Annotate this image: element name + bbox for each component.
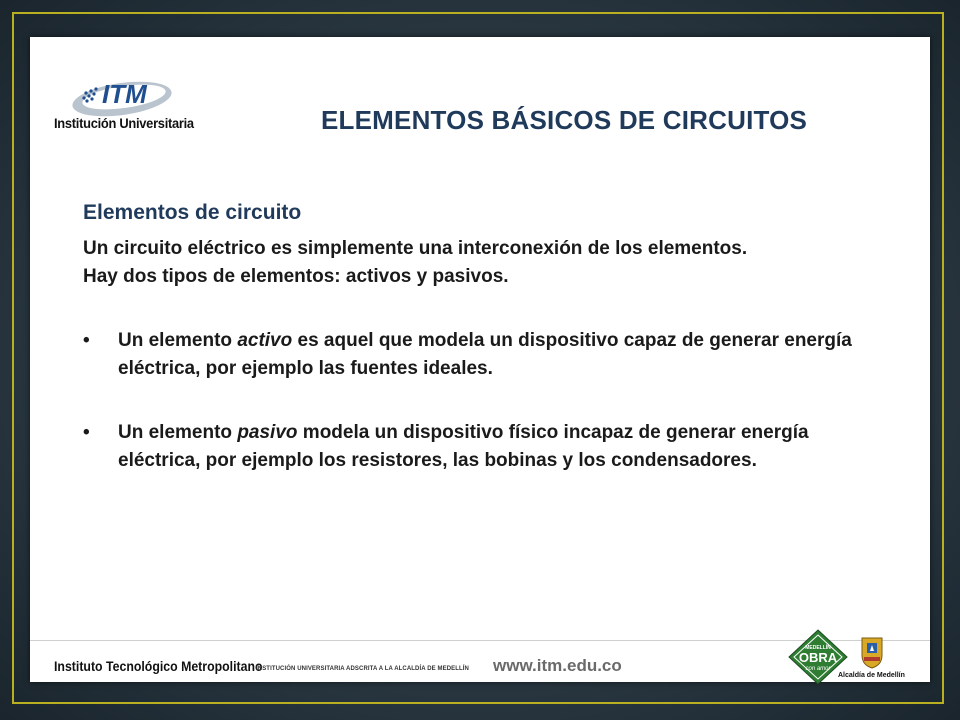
svg-text:OBRA: OBRA [798, 650, 838, 665]
svg-text:MEDELLÍN: MEDELLÍN [805, 645, 831, 651]
intro-paragraph [83, 235, 913, 291]
bullet-marker: • [83, 330, 90, 351]
footer-website: www.itm.edu.co [493, 656, 622, 675]
slide-title: ELEMENTOS BÁSICOS DE CIRCUITOS [321, 105, 808, 135]
emphasis-activo: activo [237, 330, 293, 351]
footer-adscrita: INSTITUCIÓN UNIVERSITARIA ADSCRITA A LA ALCALDÍA DE MEDELLÍN [256, 666, 469, 672]
bullet-text: Un elemento pasivo modela un dispositivo físico incapaz de generar energía eléctrica, por ejemplo los resistores, las bobinas y los condensadores. [118, 422, 809, 471]
footer-institute: Instituto Tecnológico Metropolitano [54, 658, 263, 674]
emphasis-pasivo: pasivo [237, 422, 298, 443]
bullet-text: Un elemento activo es aquel que modela un dispositivo capaz de generar energía eléctrica, por ejemplo las fuentes ideales. [118, 330, 852, 379]
bullet-marker: • [83, 422, 90, 443]
svg-text:ITM: ITM [102, 79, 147, 109]
svg-text:con amor: con amor [805, 666, 831, 672]
alcaldia-label: Alcaldía de Medellín [838, 672, 905, 679]
intro-line-2: Hay dos tipos de elementos: activos y pasivos. [83, 266, 509, 287]
section-subtitle: Elementos de circuito [83, 201, 302, 224]
alcaldia-shield-icon [860, 635, 884, 669]
intro-line-1: Un circuito eléctrico es simplemente una interconexión de los elementos. [83, 238, 748, 259]
slide [30, 37, 930, 682]
logo-subtitle: Institución Universitaria [54, 115, 194, 131]
